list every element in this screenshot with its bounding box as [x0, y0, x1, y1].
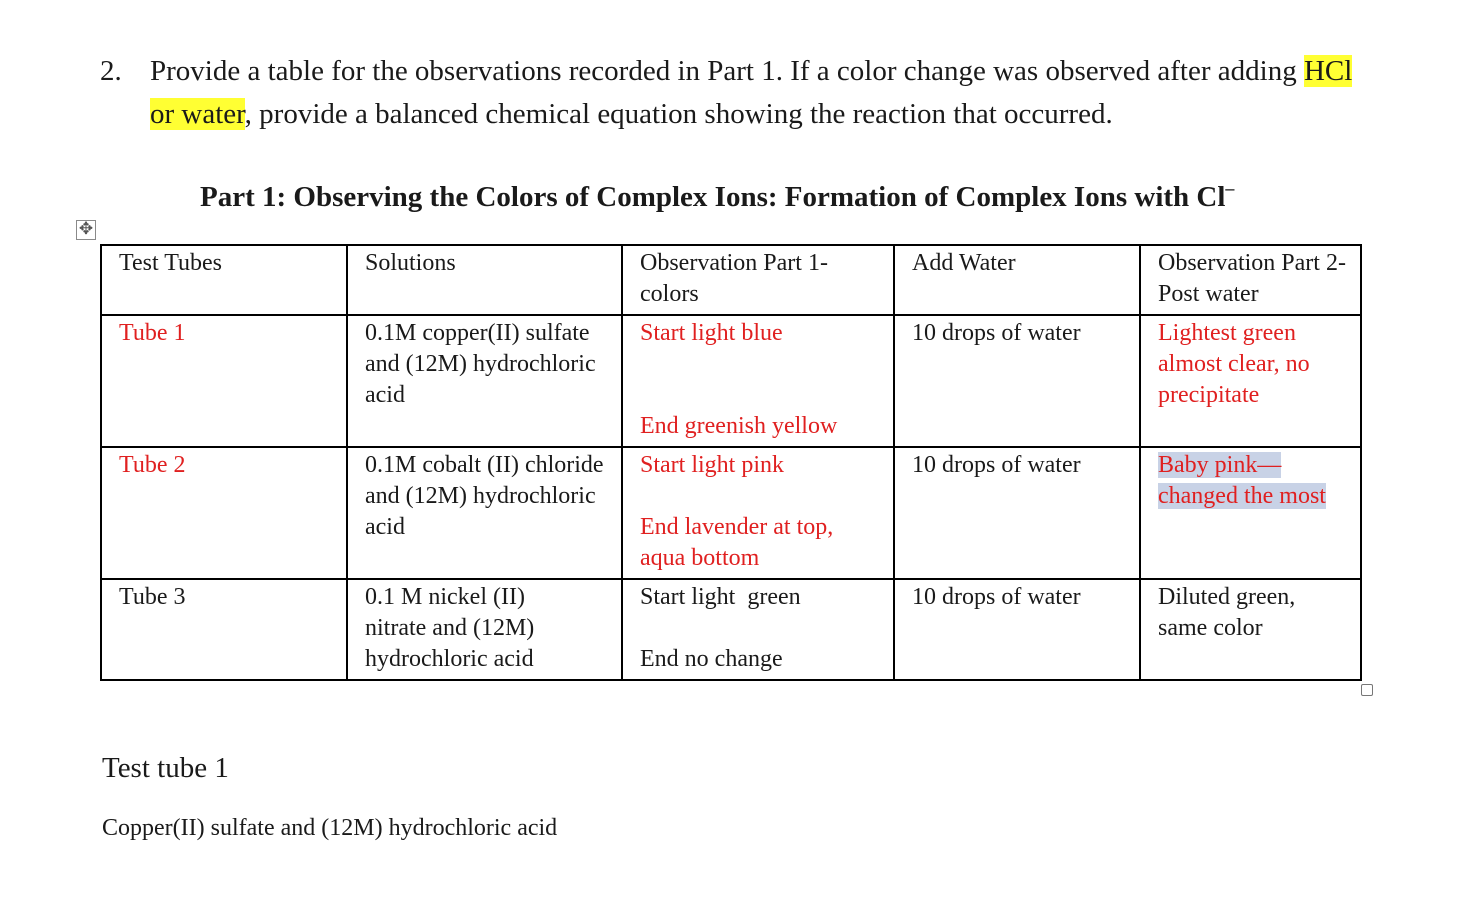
observation-1-cell	[622, 447, 894, 579]
selected-text-line-2: changed the most	[1158, 483, 1326, 509]
header-solutions: Solutions	[347, 245, 622, 315]
observations-table	[100, 244, 1362, 681]
question-text	[150, 50, 1360, 136]
question-text-before: Provide a table for the observations recorded in Part 1. If a color change was observed after adding	[150, 55, 1304, 87]
solution-line-rest: nitrate and (12M) hydrochloric acid	[365, 615, 535, 672]
observation-start: Start light pink	[640, 452, 784, 478]
table-row	[101, 315, 1361, 447]
question-number: 2.	[100, 55, 122, 87]
observation-start: Start light green	[640, 584, 801, 610]
question-text-after: , provide a balanced chemical equation showing the reaction that occurred.	[244, 98, 1113, 130]
selected-text-line-1: Baby pink—	[1158, 452, 1282, 478]
header-add-water: Add Water	[894, 245, 1140, 315]
tube-cell: Tube 3	[101, 579, 347, 680]
observation-2-cell: Diluted green, same color	[1140, 579, 1361, 680]
observation-start: Start light blue	[640, 320, 783, 346]
water-cell: 10 drops of water	[894, 315, 1140, 447]
solution-line-1: 0.1 M nickel (II)	[365, 584, 525, 610]
observation-end: End lavender at top, aqua bottom	[640, 514, 834, 571]
header-observation-part-1: Observation Part 1- colors	[622, 245, 894, 315]
header-observation-part-2: Observation Part 2- Post water	[1140, 245, 1361, 315]
observation-2-cell: Lightest green almost clear, no precipitate	[1140, 315, 1361, 447]
table-row	[101, 579, 1361, 680]
observation-end: End greenish yellow	[640, 413, 838, 439]
table-header-row	[101, 245, 1361, 315]
header-test-tubes: Test Tubes	[101, 245, 347, 315]
table-resize-handle-icon[interactable]	[1361, 684, 1373, 696]
question-paragraph	[100, 50, 1360, 136]
section-heading: Test tube 1	[102, 752, 229, 784]
observation-1-cell	[622, 579, 894, 680]
table-row	[101, 447, 1361, 579]
part-title-text: Part 1: Observing the Colors of Complex Ions: Formation of Complex Ions with Cl	[200, 181, 1226, 213]
table-move-handle-icon[interactable]: ✥	[76, 220, 96, 240]
water-cell: 10 drops of water	[894, 447, 1140, 579]
solution-cell: 0.1M copper(II) sulfate and (12M) hydrochloric acid	[347, 315, 622, 447]
highlighted-text: HCl or water	[150, 55, 1353, 130]
water-cell: 10 drops of water	[894, 579, 1140, 680]
section-text: Copper(II) sulfate and (12M) hydrochloric acid	[102, 815, 558, 841]
observation-end: End no change	[640, 646, 783, 672]
part-title-superscript: –	[1225, 178, 1235, 198]
tube-cell: Tube 2	[101, 447, 347, 579]
observation-1-cell	[622, 315, 894, 447]
part-title	[200, 178, 1234, 214]
tube-cell: Tube 1	[101, 315, 347, 447]
solution-cell: 0.1M cobalt (II) chloride and (12M) hydrochloric acid	[347, 447, 622, 579]
solution-cell	[347, 579, 622, 680]
observation-2-cell	[1140, 447, 1361, 579]
